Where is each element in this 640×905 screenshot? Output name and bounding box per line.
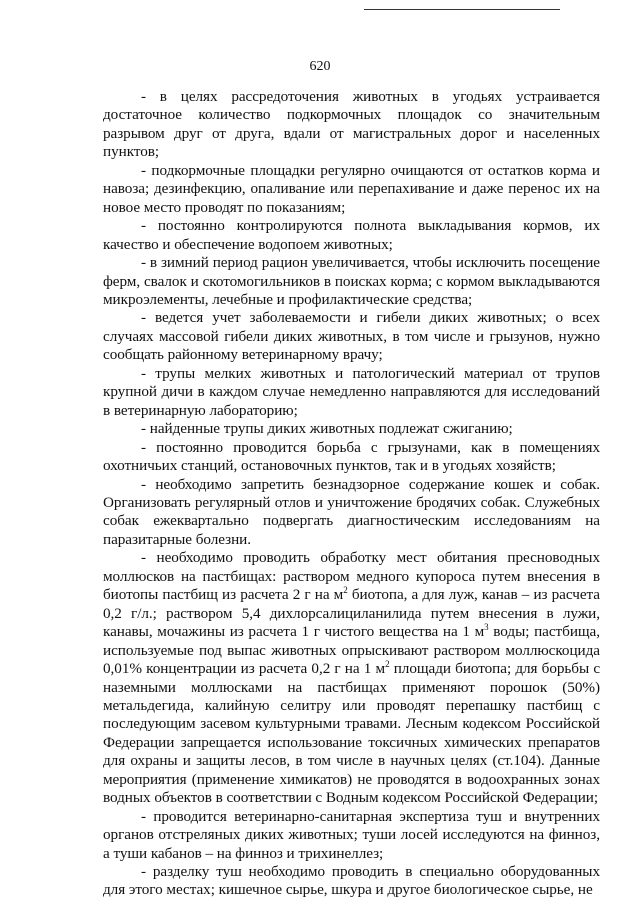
superscript-square: 2: [385, 659, 390, 670]
mollusk-text-2: биотопа, а для луж, канав – из расчета 0,2 г/л.; раствором 5,4 дихлорсалициланилида путем внесения в лужи, канавы, мочажины из расчета 1 г чистого вещества на 1 м: [103, 586, 600, 641]
paragraph-carcass-burning: - найденные трупы диких животных подлежат сжиганию;: [141, 420, 513, 438]
paragraph-feeding-sites-cleaning: - подкормочные площадки регулярно очищаются от остатков корма и навоза; дезинфекцию, опаливание или перепахивание и даже перенос их на новое место проводят по показаниям;: [103, 161, 600, 216]
paragraph-feeding-sites-placement: - в целях рассредоточения животных в угодьях устраивается достаточное количество подкормочных площадок со значительным разрывом друг от друга, вдали от магистральных дорог и населенных пунктов;: [103, 88, 600, 161]
paragraph-mortality-records: - ведется учет заболеваемости и гибели диких животных; о всех случаях массовой гибели диких животных, в том числе и грызунов, нужно сообщать районному ветеринарному врачу;: [103, 309, 600, 364]
paragraph-mollusk-control: [103, 549, 600, 807]
paragraph-winter-ration: - в зимний период рацион увеличивается, чтобы исключить посещение ферм, свалок и скотомогильников в поисках корма; с кормом выкладываются микроэлементы, лечебные и профилактические средства;: [103, 254, 600, 308]
header-rule: [364, 9, 560, 10]
superscript-cube: 3: [484, 622, 489, 633]
paragraph-rodent-control: - постоянно проводится борьба с грызунами, как в помещениях охотничьих станций, остановочных пунктов, так и в угодьях хозяйств;: [103, 438, 600, 475]
paragraph-vet-inspection: - проводится ветеринарно-санитарная экспертиза туш и внутренних органов отстреляных диких животных; туши лосей исследуются на финноз, а туши кабанов – на финноз и трихинеллез;: [103, 807, 600, 862]
mollusk-text-3: воды; пастбища, используемые под выпас животных опрыскивают раствором моллюскоцида 0,01% концентрации из расчета 0,2 г на 1 м: [103, 623, 600, 678]
paragraph-carcass-lab: - трупы мелких животных и патологический материал от трупов крупной дичи в каждом случае немедленно направляются для исследований в ветеринарную лабораторию;: [103, 364, 600, 419]
mollusk-text-4: площади биотопа; для борьбы с наземными моллюсками на пастбищах применяют порошок (50%) метальдегида, калийную селитру или проводят перепашку пастбищ с последующим засевом культурными травами. Лесным кодексом Российской Федерации запрещается использование токсичных химических препаратов для охраны и защиты лесов, в том числе в научных целях (ст.104). Данные мероприятия (применение химикатов) не проводятся в водоохранных зонах водных объектов в соответствии с Водным кодексом Российской Федерации;: [103, 660, 601, 807]
superscript-square: 2: [343, 585, 348, 596]
paragraph-feed-control: - постоянно контролируются полнота выкладывания кормов, их качество и обеспечение водопоем животных;: [103, 217, 600, 253]
paragraph-stray-animals: - необходимо запретить безнадзорное содержание кошек и собак. Организовать регулярный отлов и уничтожение бродячих собак. Служебных собак ежеквартально подвергать диагностическим исследованиям на паразитарные болезни.: [103, 475, 600, 548]
mollusk-text-1: - необходимо проводить обработку мест обитания пресноводных моллюсков на пастбищах: раствором медного купороса путем внесения в биотопы пастбищ из расчета 2 г на м: [103, 549, 600, 604]
page-number: 620: [309, 59, 331, 74]
document-body: [103, 88, 600, 900]
paragraph-carcass-cutting: - разделку туш необходимо проводить в специально оборудованных для этого местах; кишечное сырье, шкура и другое биологическое сырье, не: [103, 863, 600, 899]
